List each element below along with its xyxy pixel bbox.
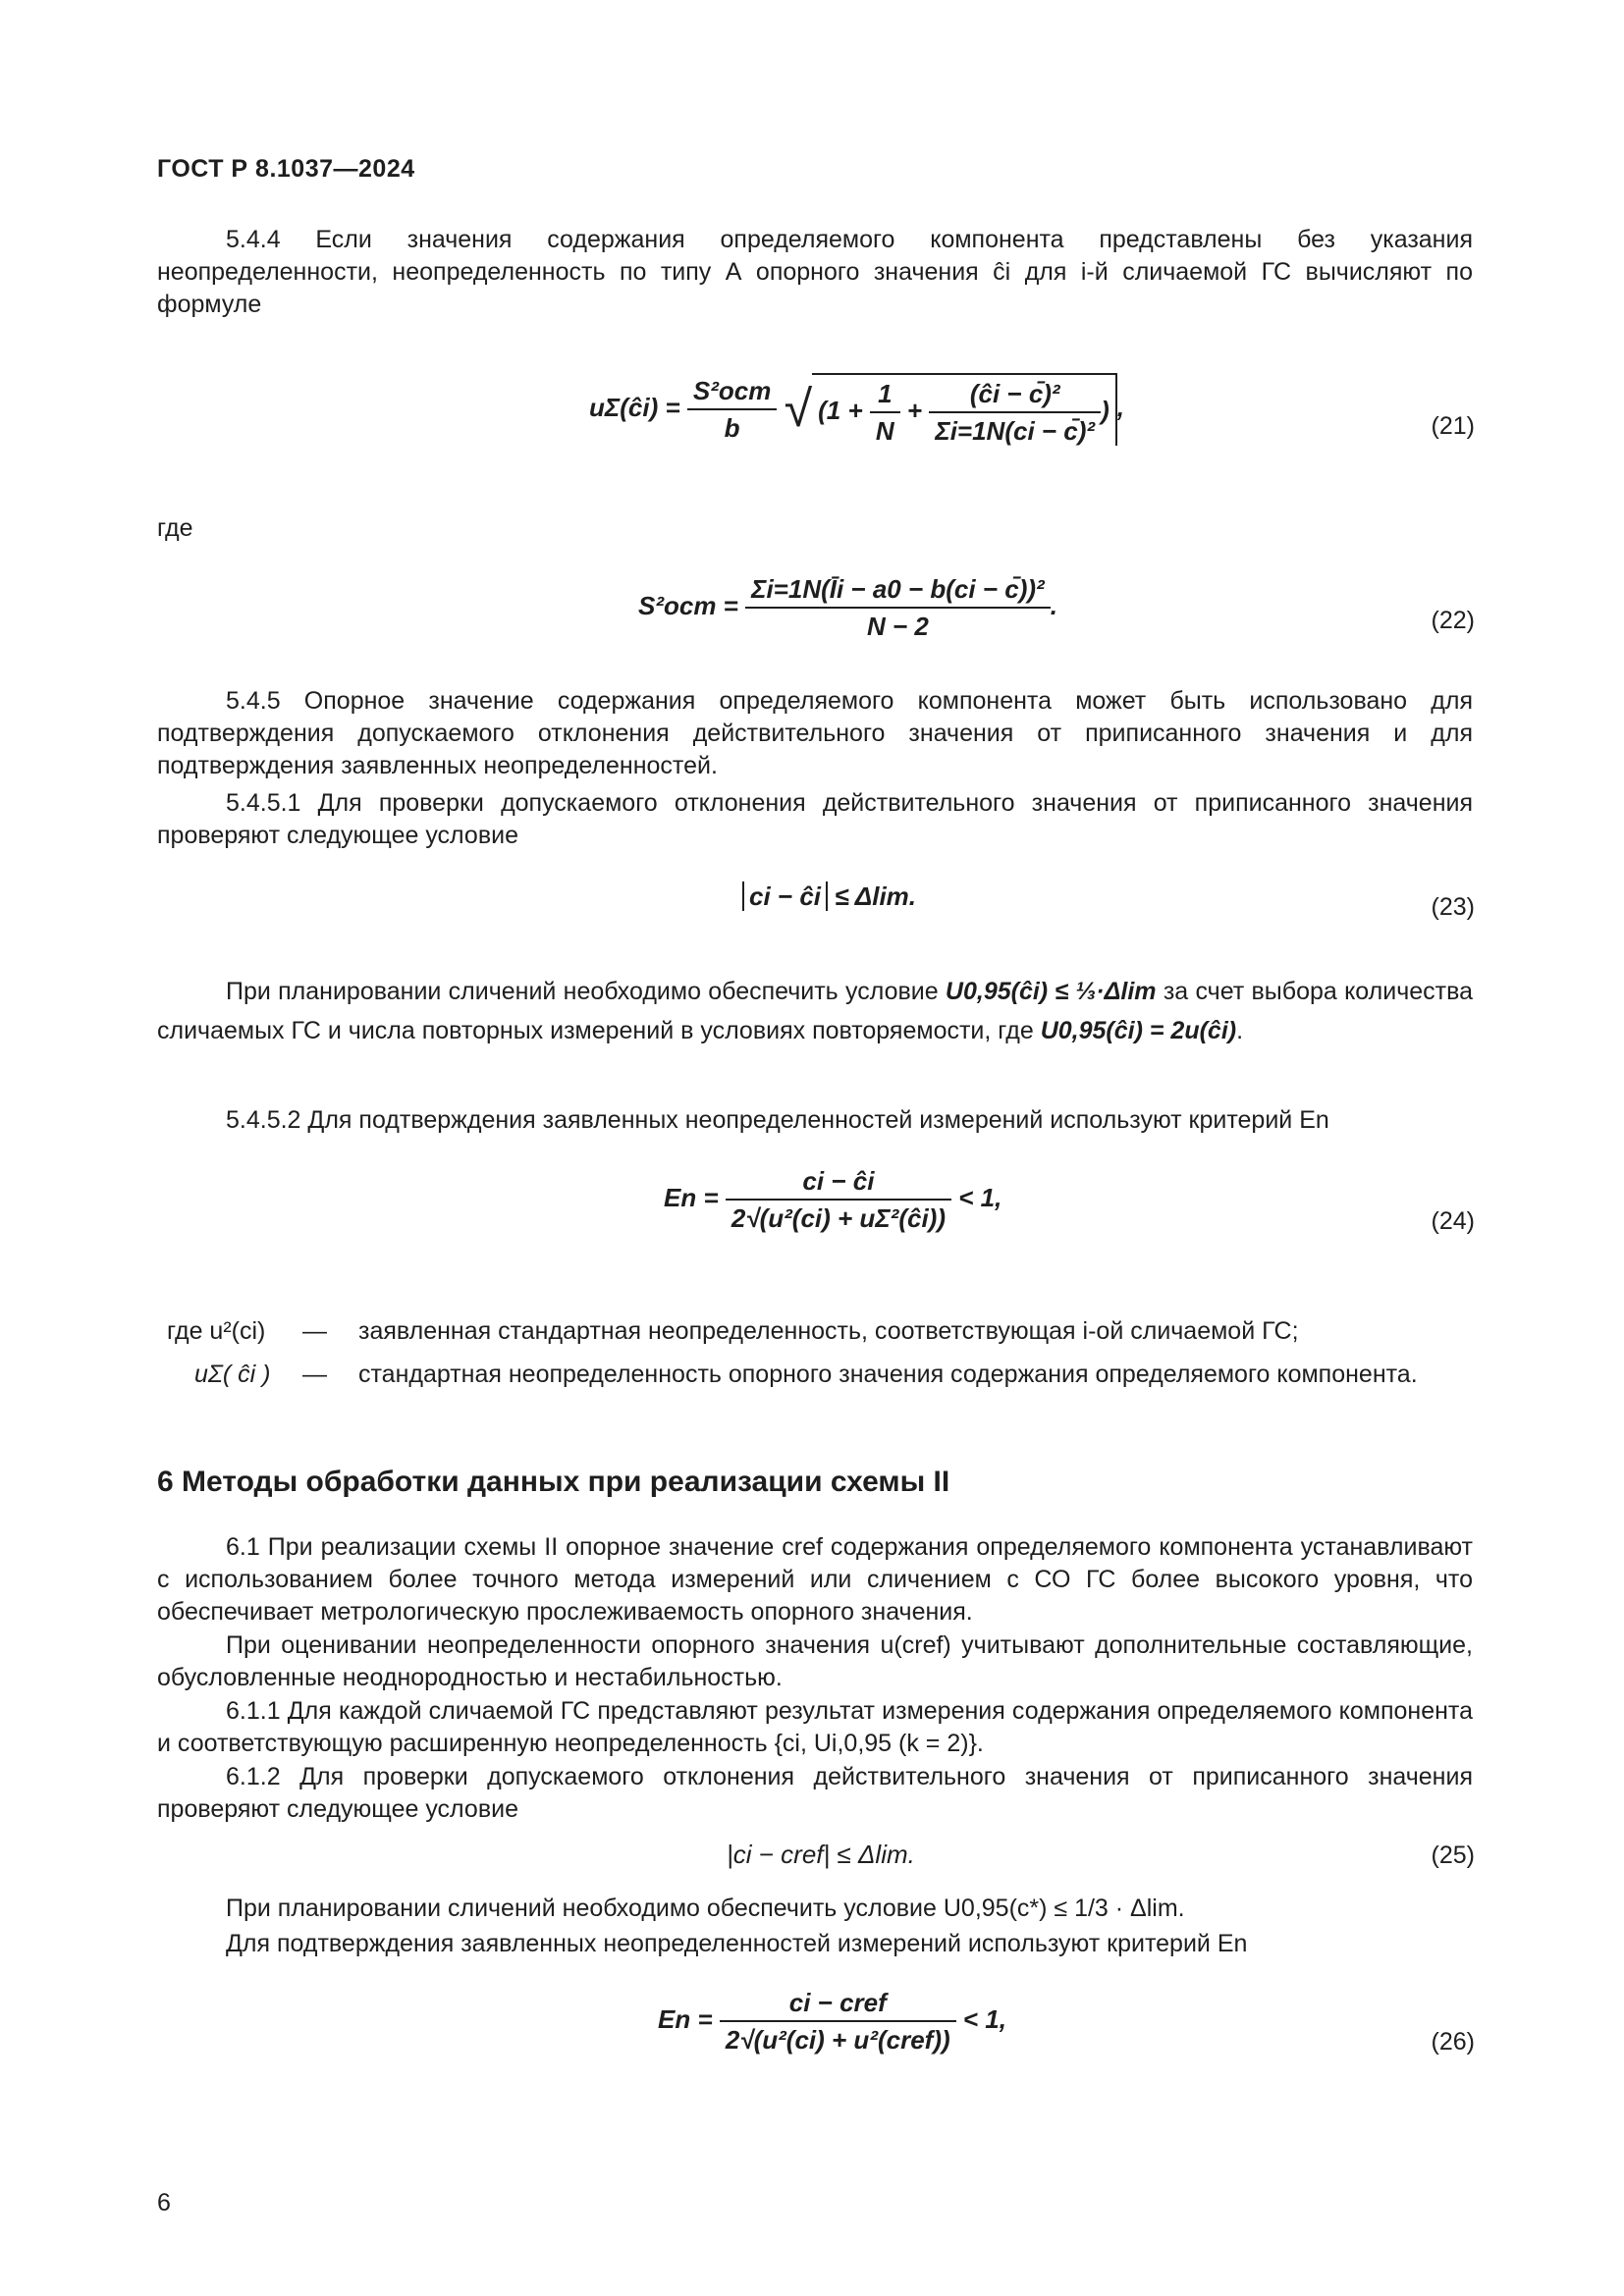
paragraph-6-1-2: 6.1.2 Для проверки допускаемого отклонения действительного значения от приписанного значения проверяют следующее условие (157, 1763, 1473, 1823)
formula-22: S²ост = $\frac{\text{Σi=1N(Īi − a0 − b(ci − c̄))²}}{N - 2}$ . (638, 574, 1057, 641)
formula-26-number: (26) (1431, 2028, 1475, 2056)
formula-24-number: (24) (1431, 1207, 1475, 1235)
where-item-1: где u²(ci) — заявленная стандартная неопределенность, соответствующая i-ой сличаемой ГС; (167, 1317, 1299, 1345)
paragraph-5-4-5-1: 5.4.5.1 Для проверки допускаемого отклонения действительного значения от приписанного значения проверяют следующее условие (157, 789, 1473, 849)
formula-26: En = $\frac{\text{ci − cref}}{\text{2√(u²(ci) + u²(cref))}}$ < 1, (658, 1988, 1006, 2055)
formula-24: En = $\frac{ci - ĉi}{\text{2√(u²(ci) + uΣ²(ĉi))}}$ < 1, (664, 1166, 1002, 1233)
paragraph-6-1-b: При оценивании неопределенности опорного значения u(cref) учитывают дополнительные составляющие, обусловленные неоднородностью и нестабильностью. (157, 1631, 1473, 1691)
where-item-2: uΣ( ĉi ) — стандартная неопределенность опорного значения содержания определяемого компонента. (194, 1361, 1418, 1388)
paragraph-6-1: 6.1 При реализации схемы II опорное значение cref содержания определяемого компонента устанавливают с использованием более точного метода измерений или сличением с СО ГС более высокого уровня, что обеспечивает метрологическую прослеживаемость опорного значения. (157, 1533, 1473, 1626)
paragraph-6-1-1: 6.1.1 Для каждой сличаемой ГС представляют результат измерения содержания определяемого компонента и соответствующую расширенную неопределенность {ci, Ui,0,95 (k = 2)}. (157, 1697, 1473, 1757)
formula-21-number: (21) (1431, 412, 1475, 440)
formula-25-number: (25) (1431, 1842, 1475, 1869)
paragraph-criterion-2: Для подтверждения заявленных неопределенностей измерений используют критерий En (226, 1930, 1248, 1957)
formula-22-number: (22) (1431, 607, 1475, 634)
formula-25: |ci − cref| ≤ Δlim. (727, 1840, 915, 1869)
formula-21: uΣ(ĉi) = $\frac{\text{S²ост}}{b}$ √(1 + $\frac{1}{N}$ + $\frac{\text{(ĉi − c̄)²}}{\text{Σi=1N(ci − c̄)²}}$ ), (589, 373, 1124, 446)
where-label: где (157, 514, 193, 542)
paragraph-5-4-5: 5.4.5 Опорное значение содержания определяемого компонента может быть использовано для подтверждения допускаемого отклонения действительного значения от приписанного значения и для подтверждения заявленных неопределенностей. (157, 687, 1473, 779)
document-header: ГОСТ Р 8.1037—2024 (157, 155, 415, 183)
section-6-heading: 6 Методы обработки данных при реализации схемы II (157, 1466, 950, 1498)
paragraph-5-4-5-2: 5.4.5.2 Для подтверждения заявленных неопределенностей измерений используют критерий En (226, 1106, 1329, 1134)
paragraph-planning-2: При планировании сличений необходимо обеспечить условие U0,95(c*) ≤ 1/3 · Δlim. (226, 1895, 1185, 1922)
paragraph-planning-1: При планировании сличений необходимо обеспечить условие U0,95(ĉi) ≤ ⅓·Δlim за счет выбора количества сличаемых ГС и числа повторных измерений в условиях повторяемости, где U0,95(ĉi) = 2u(ĉi). (157, 978, 1473, 1044)
formula-23-number: (23) (1431, 893, 1475, 921)
formula-23: ci − ĉi ≤ Δlim. (742, 881, 916, 911)
paragraph-5-4-4: 5.4.4 Если значения содержания определяемого компонента представлены без указания неопределенности, неопределенность по типу А опорного значения ĉi для i-й сличаемой ГС вычисляют по формуле (157, 226, 1473, 318)
page-number: 6 (157, 2189, 171, 2216)
